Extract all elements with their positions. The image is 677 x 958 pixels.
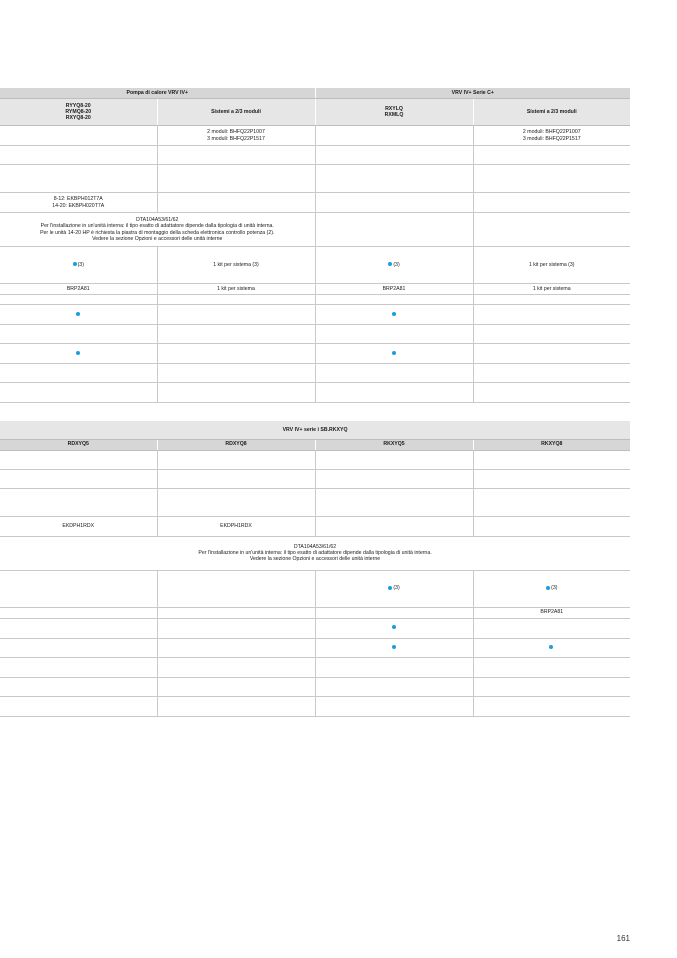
cell-brp: BRP2A81 <box>473 607 630 618</box>
table-row <box>0 696 630 716</box>
cell-line: 3 moduli: BHFQ22P1517 <box>522 135 581 142</box>
note-line: Per l'installazione in un'unità interna: il tipo esatto di adattatore dipende dalla tipologia di unità interna. <box>198 549 432 556</box>
cell-brp: BRP2A81 <box>0 284 157 295</box>
model-header-multi-right: Sistemi a 2/3 moduli <box>473 99 630 126</box>
note-line: DTA104A53/61/62 <box>136 216 179 223</box>
model-name: RXYQ8-20 <box>65 115 91 122</box>
table-row <box>0 536 630 570</box>
note-line: Vedere la sezione Opzioni e accessori delle unità interne <box>92 235 223 242</box>
model-header-rxylq <box>315 99 473 126</box>
dot-icon <box>76 312 80 316</box>
dot-icon <box>392 625 396 629</box>
table-row <box>0 607 630 618</box>
options-table-vrv-iv-plus-i <box>0 421 630 717</box>
note-cell-dta <box>0 536 630 570</box>
table-row <box>0 325 630 344</box>
cell-dot <box>473 638 630 657</box>
table-row <box>0 657 630 677</box>
table-row <box>0 295 630 305</box>
table-row <box>0 450 630 469</box>
cell-dot-ref <box>315 247 473 284</box>
table-row <box>0 638 630 657</box>
cell-kit: 1 kit per sistema (3) <box>157 247 315 284</box>
dot-icon <box>388 262 392 266</box>
ref-note: (3) <box>393 585 400 592</box>
cell-ekbph <box>0 193 157 213</box>
dot-icon <box>76 351 80 355</box>
table-row <box>0 344 630 364</box>
table-row <box>0 570 630 607</box>
cell-ekdph: EKDPH1RDX <box>157 516 315 536</box>
group-header-series-c: VRV IV+ Serie C+ <box>315 88 630 99</box>
cell-kit: 1 kit per sistema <box>157 284 315 295</box>
cell-bhfq-right <box>473 126 630 146</box>
cell-dot <box>315 305 473 325</box>
dot-icon <box>392 351 396 355</box>
table-row <box>0 305 630 325</box>
cell-dot-ref <box>315 570 473 607</box>
model-name: RYMQ8-20 <box>65 108 92 115</box>
model-name: RXMLQ <box>384 112 404 118</box>
table-row <box>0 284 630 295</box>
model-header-multi-left: Sistemi a 2/3 moduli <box>157 99 315 126</box>
cell-line: 2 moduli: BHFQ22P1007 <box>207 129 265 136</box>
model-header-rkxyq8: RKXYQ8 <box>473 439 630 450</box>
cell-line: 3 moduli: BHFQ22P1517 <box>207 135 265 142</box>
model-header-row <box>0 439 630 450</box>
model-name: RYYQ8-20 <box>65 102 91 109</box>
cell-line: 14-20: EKBPH020T7A <box>52 202 105 209</box>
table-row <box>0 469 630 488</box>
ref-note: (3) <box>393 261 400 268</box>
cell-bhfq-left <box>157 126 315 146</box>
cell-dot <box>315 618 473 638</box>
options-table-vrv-iv-plus <box>0 88 630 403</box>
model-name: RXYLQ <box>385 105 403 112</box>
note-line: DTA104A53/61/62 <box>293 543 337 550</box>
table-row <box>0 383 630 403</box>
cell-kit: 1 kit per sistema <box>473 284 630 295</box>
note-line: Per le unità 14-20 HP è richiesta la piastra di montaggio della scheda elettronica controllo potenza (2). <box>40 229 275 236</box>
table-row <box>0 146 630 165</box>
cell-dot <box>0 305 157 325</box>
ref-note: (3) <box>77 261 84 268</box>
group-header-row <box>0 421 630 439</box>
cell-kit: 1 kit per sistema (3) <box>473 247 630 284</box>
dot-icon <box>549 645 553 649</box>
table-row <box>0 213 630 247</box>
cell-dot <box>315 344 473 364</box>
group-header-row <box>0 88 630 99</box>
table-row <box>0 364 630 383</box>
dot-icon <box>546 586 550 590</box>
table-row <box>0 126 630 146</box>
cell-ekdph: EKDPH1RDX <box>0 516 157 536</box>
group-header-heat-pump: Pompa di calore VRV IV+ <box>0 88 315 99</box>
model-header-rdxyq8: RDXYQ8 <box>157 439 315 450</box>
model-header-rkxyq5: RKXYQ5 <box>315 439 473 450</box>
note-line: Vedere la sezione Opzioni e accessori delle unità interne <box>249 556 381 563</box>
cell-brp: BRP2A81 <box>315 284 473 295</box>
model-header-row <box>0 99 630 126</box>
cell-line: 2 moduli: BHFQ22P1007 <box>522 129 581 136</box>
table-row <box>0 193 630 213</box>
note-cell-dta <box>0 213 315 247</box>
cell-dot <box>0 344 157 364</box>
table-row <box>0 618 630 638</box>
table-row <box>0 247 630 284</box>
table-row <box>0 677 630 696</box>
dot-icon <box>73 262 77 266</box>
page-number: 161 <box>616 934 630 943</box>
table-row <box>0 488 630 516</box>
table-row <box>0 516 630 536</box>
model-header-ryyq <box>0 99 157 126</box>
note-line: Per l'installazione in un'unità interna: il tipo esatto di adattatore dipende dalla tipologia di unità interna. <box>40 223 274 230</box>
cell-dot-ref <box>473 570 630 607</box>
group-header-series-i: VRV IV+ serie i SB.RKXYQ <box>0 421 630 439</box>
cell-line: 8-12: EKBPH012T7A <box>53 196 103 203</box>
dot-icon <box>392 645 396 649</box>
model-header-rdxyq5: RDXYQ5 <box>0 439 157 450</box>
dot-icon <box>392 312 396 316</box>
cell-dot <box>315 638 473 657</box>
ref-note: (3) <box>551 585 558 592</box>
cell-dot-ref <box>0 247 157 284</box>
dot-icon <box>388 586 392 590</box>
table-row <box>0 165 630 193</box>
